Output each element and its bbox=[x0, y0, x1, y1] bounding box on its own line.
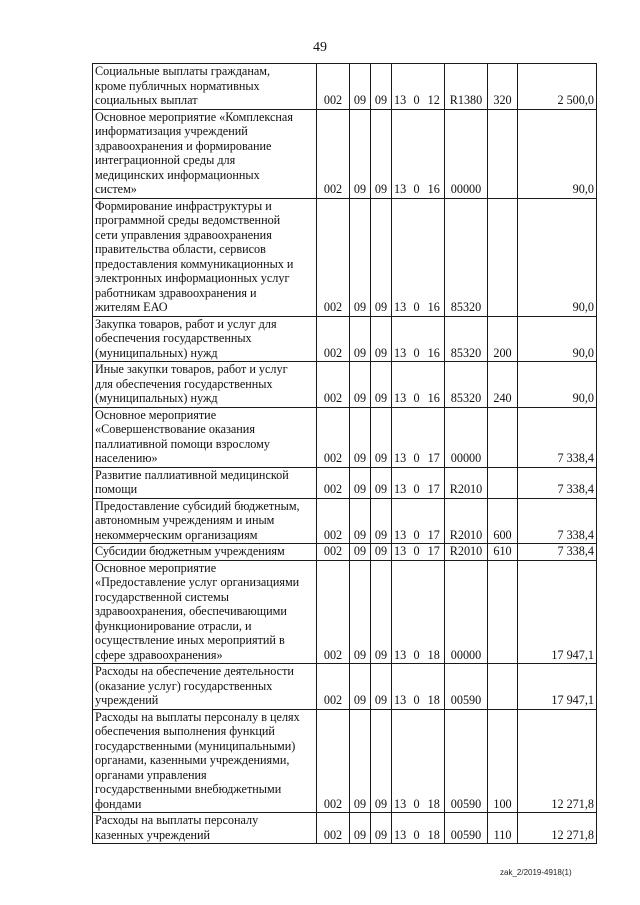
table-row bbox=[93, 544, 597, 561]
amount-cell: 12 271,8 bbox=[518, 813, 597, 844]
expense-name-cell: Социальные выплаты гражданам, кроме публичных нормативных социальных выплат bbox=[93, 64, 317, 110]
amount-cell: 90,0 bbox=[518, 109, 597, 198]
table-row bbox=[93, 560, 597, 664]
subsection-code-cell: 09 bbox=[371, 813, 392, 844]
expense-name-cell: Иные закупки товаров, работ и услуг для обеспечения государственных (муниципальных) нужд bbox=[93, 362, 317, 408]
section-code-cell: 09 bbox=[350, 362, 371, 408]
table-row bbox=[93, 709, 597, 813]
page-number: 49 bbox=[313, 40, 327, 55]
table-row bbox=[93, 64, 597, 110]
expense-name-cell: Закупка товаров, работ и услуг для обеспечения государственных (муниципальных) нужд bbox=[93, 316, 317, 362]
amount-cell: 2 500,0 bbox=[518, 64, 597, 110]
ministry-code-cell: 002 bbox=[317, 316, 350, 362]
expense-name-cell: Основное мероприятие «Совершенствование оказания паллиативной помощи взрослому населению» bbox=[93, 407, 317, 467]
budget-table bbox=[92, 63, 597, 844]
expense-type-cell bbox=[488, 467, 518, 498]
expense-name-cell: Расходы на выплаты персоналу казенных учреждений bbox=[93, 813, 317, 844]
expense-name-cell: Расходы на обеспечение деятельности (оказание услуг) государственных учреждений bbox=[93, 664, 317, 710]
section-code-cell: 09 bbox=[350, 109, 371, 198]
program-code-cell: 13 bbox=[392, 709, 410, 813]
measure-code-cell: 16 bbox=[424, 198, 445, 316]
program-code-cell: 13 bbox=[392, 316, 410, 362]
subsection-code-cell: 09 bbox=[371, 316, 392, 362]
amount-cell: 7 338,4 bbox=[518, 498, 597, 544]
ministry-code-cell: 002 bbox=[317, 498, 350, 544]
subprogram-code-cell: 0 bbox=[410, 664, 424, 710]
ministry-code-cell: 002 bbox=[317, 467, 350, 498]
amount-cell: 90,0 bbox=[518, 198, 597, 316]
section-code-cell: 09 bbox=[350, 407, 371, 467]
program-code-cell: 13 bbox=[392, 467, 410, 498]
ministry-code-cell: 002 bbox=[317, 664, 350, 710]
program-code-cell: 13 bbox=[392, 109, 410, 198]
ministry-code-cell: 002 bbox=[317, 362, 350, 408]
subsection-code-cell: 09 bbox=[371, 198, 392, 316]
direction-code-cell: 00000 bbox=[445, 109, 488, 198]
amount-cell: 12 271,8 bbox=[518, 709, 597, 813]
direction-code-cell: 85320 bbox=[445, 362, 488, 408]
subsection-code-cell: 09 bbox=[371, 664, 392, 710]
subprogram-code-cell: 0 bbox=[410, 813, 424, 844]
subsection-code-cell: 09 bbox=[371, 362, 392, 408]
direction-code-cell: 00000 bbox=[445, 560, 488, 664]
ministry-code-cell: 002 bbox=[317, 560, 350, 664]
program-code-cell: 13 bbox=[392, 544, 410, 561]
subsection-code-cell: 09 bbox=[371, 709, 392, 813]
table-row bbox=[93, 664, 597, 710]
amount-cell: 17 947,1 bbox=[518, 664, 597, 710]
expense-type-cell: 200 bbox=[488, 316, 518, 362]
section-code-cell: 09 bbox=[350, 316, 371, 362]
subprogram-code-cell: 0 bbox=[410, 362, 424, 408]
section-code-cell: 09 bbox=[350, 813, 371, 844]
amount-cell: 90,0 bbox=[518, 316, 597, 362]
amount-cell: 7 338,4 bbox=[518, 467, 597, 498]
expense-type-cell: 100 bbox=[488, 709, 518, 813]
section-code-cell: 09 bbox=[350, 198, 371, 316]
subsection-code-cell: 09 bbox=[371, 544, 392, 561]
ministry-code-cell: 002 bbox=[317, 813, 350, 844]
measure-code-cell: 16 bbox=[424, 109, 445, 198]
subsection-code-cell: 09 bbox=[371, 560, 392, 664]
document-code: zak_2/2019-4918(1) bbox=[500, 868, 572, 877]
program-code-cell: 13 bbox=[392, 362, 410, 408]
direction-code-cell: 00590 bbox=[445, 664, 488, 710]
ministry-code-cell: 002 bbox=[317, 407, 350, 467]
ministry-code-cell: 002 bbox=[317, 709, 350, 813]
measure-code-cell: 16 bbox=[424, 362, 445, 408]
amount-cell: 17 947,1 bbox=[518, 560, 597, 664]
ministry-code-cell: 002 bbox=[317, 64, 350, 110]
expense-name-cell: Основное мероприятие «Предоставление услуг организациями государственной системы здравоохранения, обеспечивающими функционирование отрасли, и осуществление иных мероприятий в сфере здравоохранения» bbox=[93, 560, 317, 664]
direction-code-cell: 00590 bbox=[445, 709, 488, 813]
subprogram-code-cell: 0 bbox=[410, 198, 424, 316]
table-row bbox=[93, 109, 597, 198]
direction-code-cell: 00000 bbox=[445, 407, 488, 467]
direction-code-cell: 85320 bbox=[445, 316, 488, 362]
expense-type-cell bbox=[488, 109, 518, 198]
measure-code-cell: 18 bbox=[424, 813, 445, 844]
ministry-code-cell: 002 bbox=[317, 109, 350, 198]
subsection-code-cell: 09 bbox=[371, 407, 392, 467]
direction-code-cell: R2010 bbox=[445, 498, 488, 544]
expense-type-cell: 320 bbox=[488, 64, 518, 110]
subprogram-code-cell: 0 bbox=[410, 544, 424, 561]
direction-code-cell: R2010 bbox=[445, 467, 488, 498]
section-code-cell: 09 bbox=[350, 560, 371, 664]
subprogram-code-cell: 0 bbox=[410, 560, 424, 664]
program-code-cell: 13 bbox=[392, 198, 410, 316]
program-code-cell: 13 bbox=[392, 407, 410, 467]
section-code-cell: 09 bbox=[350, 498, 371, 544]
expense-type-cell: 600 bbox=[488, 498, 518, 544]
ministry-code-cell: 002 bbox=[317, 544, 350, 561]
subprogram-code-cell: 0 bbox=[410, 709, 424, 813]
measure-code-cell: 18 bbox=[424, 560, 445, 664]
subprogram-code-cell: 0 bbox=[410, 109, 424, 198]
measure-code-cell: 16 bbox=[424, 316, 445, 362]
expense-type-cell bbox=[488, 198, 518, 316]
direction-code-cell: R1380 bbox=[445, 64, 488, 110]
subprogram-code-cell: 0 bbox=[410, 316, 424, 362]
section-code-cell: 09 bbox=[350, 467, 371, 498]
section-code-cell: 09 bbox=[350, 544, 371, 561]
measure-code-cell: 17 bbox=[424, 544, 445, 561]
expense-type-cell: 240 bbox=[488, 362, 518, 408]
amount-cell: 90,0 bbox=[518, 362, 597, 408]
expense-name-cell: Основное мероприятие «Комплексная информатизация учреждений здравоохранения и формирование интеграционной среды для медицинских информационных систем» bbox=[93, 109, 317, 198]
expense-type-cell: 110 bbox=[488, 813, 518, 844]
subprogram-code-cell: 0 bbox=[410, 467, 424, 498]
expense-name-cell: Формирование инфраструктуры и программной среды ведомственной сети управления здравоохранения правительства области, сервисов предоставления коммуникационных и электронных информационных услуг работникам здравоохранения и жителям ЕАО bbox=[93, 198, 317, 316]
program-code-cell: 13 bbox=[392, 813, 410, 844]
measure-code-cell: 17 bbox=[424, 407, 445, 467]
expense-name-cell: Развитие паллиативной медицинской помощи bbox=[93, 467, 317, 498]
section-code-cell: 09 bbox=[350, 709, 371, 813]
direction-code-cell: 00590 bbox=[445, 813, 488, 844]
table-row bbox=[93, 198, 597, 316]
subsection-code-cell: 09 bbox=[371, 498, 392, 544]
program-code-cell: 13 bbox=[392, 664, 410, 710]
subprogram-code-cell: 0 bbox=[410, 498, 424, 544]
section-code-cell: 09 bbox=[350, 664, 371, 710]
table-row bbox=[93, 362, 597, 408]
expense-name-cell: Предоставление субсидий бюджетным, автономным учреждениям и иным некоммерческим организациям bbox=[93, 498, 317, 544]
section-code-cell: 09 bbox=[350, 64, 371, 110]
amount-cell: 7 338,4 bbox=[518, 407, 597, 467]
table-row bbox=[93, 498, 597, 544]
subsection-code-cell: 09 bbox=[371, 467, 392, 498]
subsection-code-cell: 09 bbox=[371, 109, 392, 198]
table-row bbox=[93, 316, 597, 362]
program-code-cell: 13 bbox=[392, 64, 410, 110]
measure-code-cell: 18 bbox=[424, 664, 445, 710]
table-row bbox=[93, 407, 597, 467]
expense-name-cell: Расходы на выплаты персоналу в целях обеспечения выполнения функций государственными (муниципальными) органами, казенными учреждениями, органами управления государственными внебюджетными фондами bbox=[93, 709, 317, 813]
subprogram-code-cell: 0 bbox=[410, 407, 424, 467]
measure-code-cell: 12 bbox=[424, 64, 445, 110]
expense-type-cell: 610 bbox=[488, 544, 518, 561]
program-code-cell: 13 bbox=[392, 498, 410, 544]
direction-code-cell: 85320 bbox=[445, 198, 488, 316]
subsection-code-cell: 09 bbox=[371, 64, 392, 110]
expense-name-cell: Субсидии бюджетным учреждениям bbox=[93, 544, 317, 561]
program-code-cell: 13 bbox=[392, 560, 410, 664]
amount-cell: 7 338,4 bbox=[518, 544, 597, 561]
measure-code-cell: 18 bbox=[424, 709, 445, 813]
expense-type-cell bbox=[488, 407, 518, 467]
ministry-code-cell: 002 bbox=[317, 198, 350, 316]
table-row bbox=[93, 813, 597, 844]
table-row bbox=[93, 467, 597, 498]
expense-type-cell bbox=[488, 560, 518, 664]
direction-code-cell: R2010 bbox=[445, 544, 488, 561]
expense-type-cell bbox=[488, 664, 518, 710]
subprogram-code-cell: 0 bbox=[410, 64, 424, 110]
measure-code-cell: 17 bbox=[424, 498, 445, 544]
measure-code-cell: 17 bbox=[424, 467, 445, 498]
